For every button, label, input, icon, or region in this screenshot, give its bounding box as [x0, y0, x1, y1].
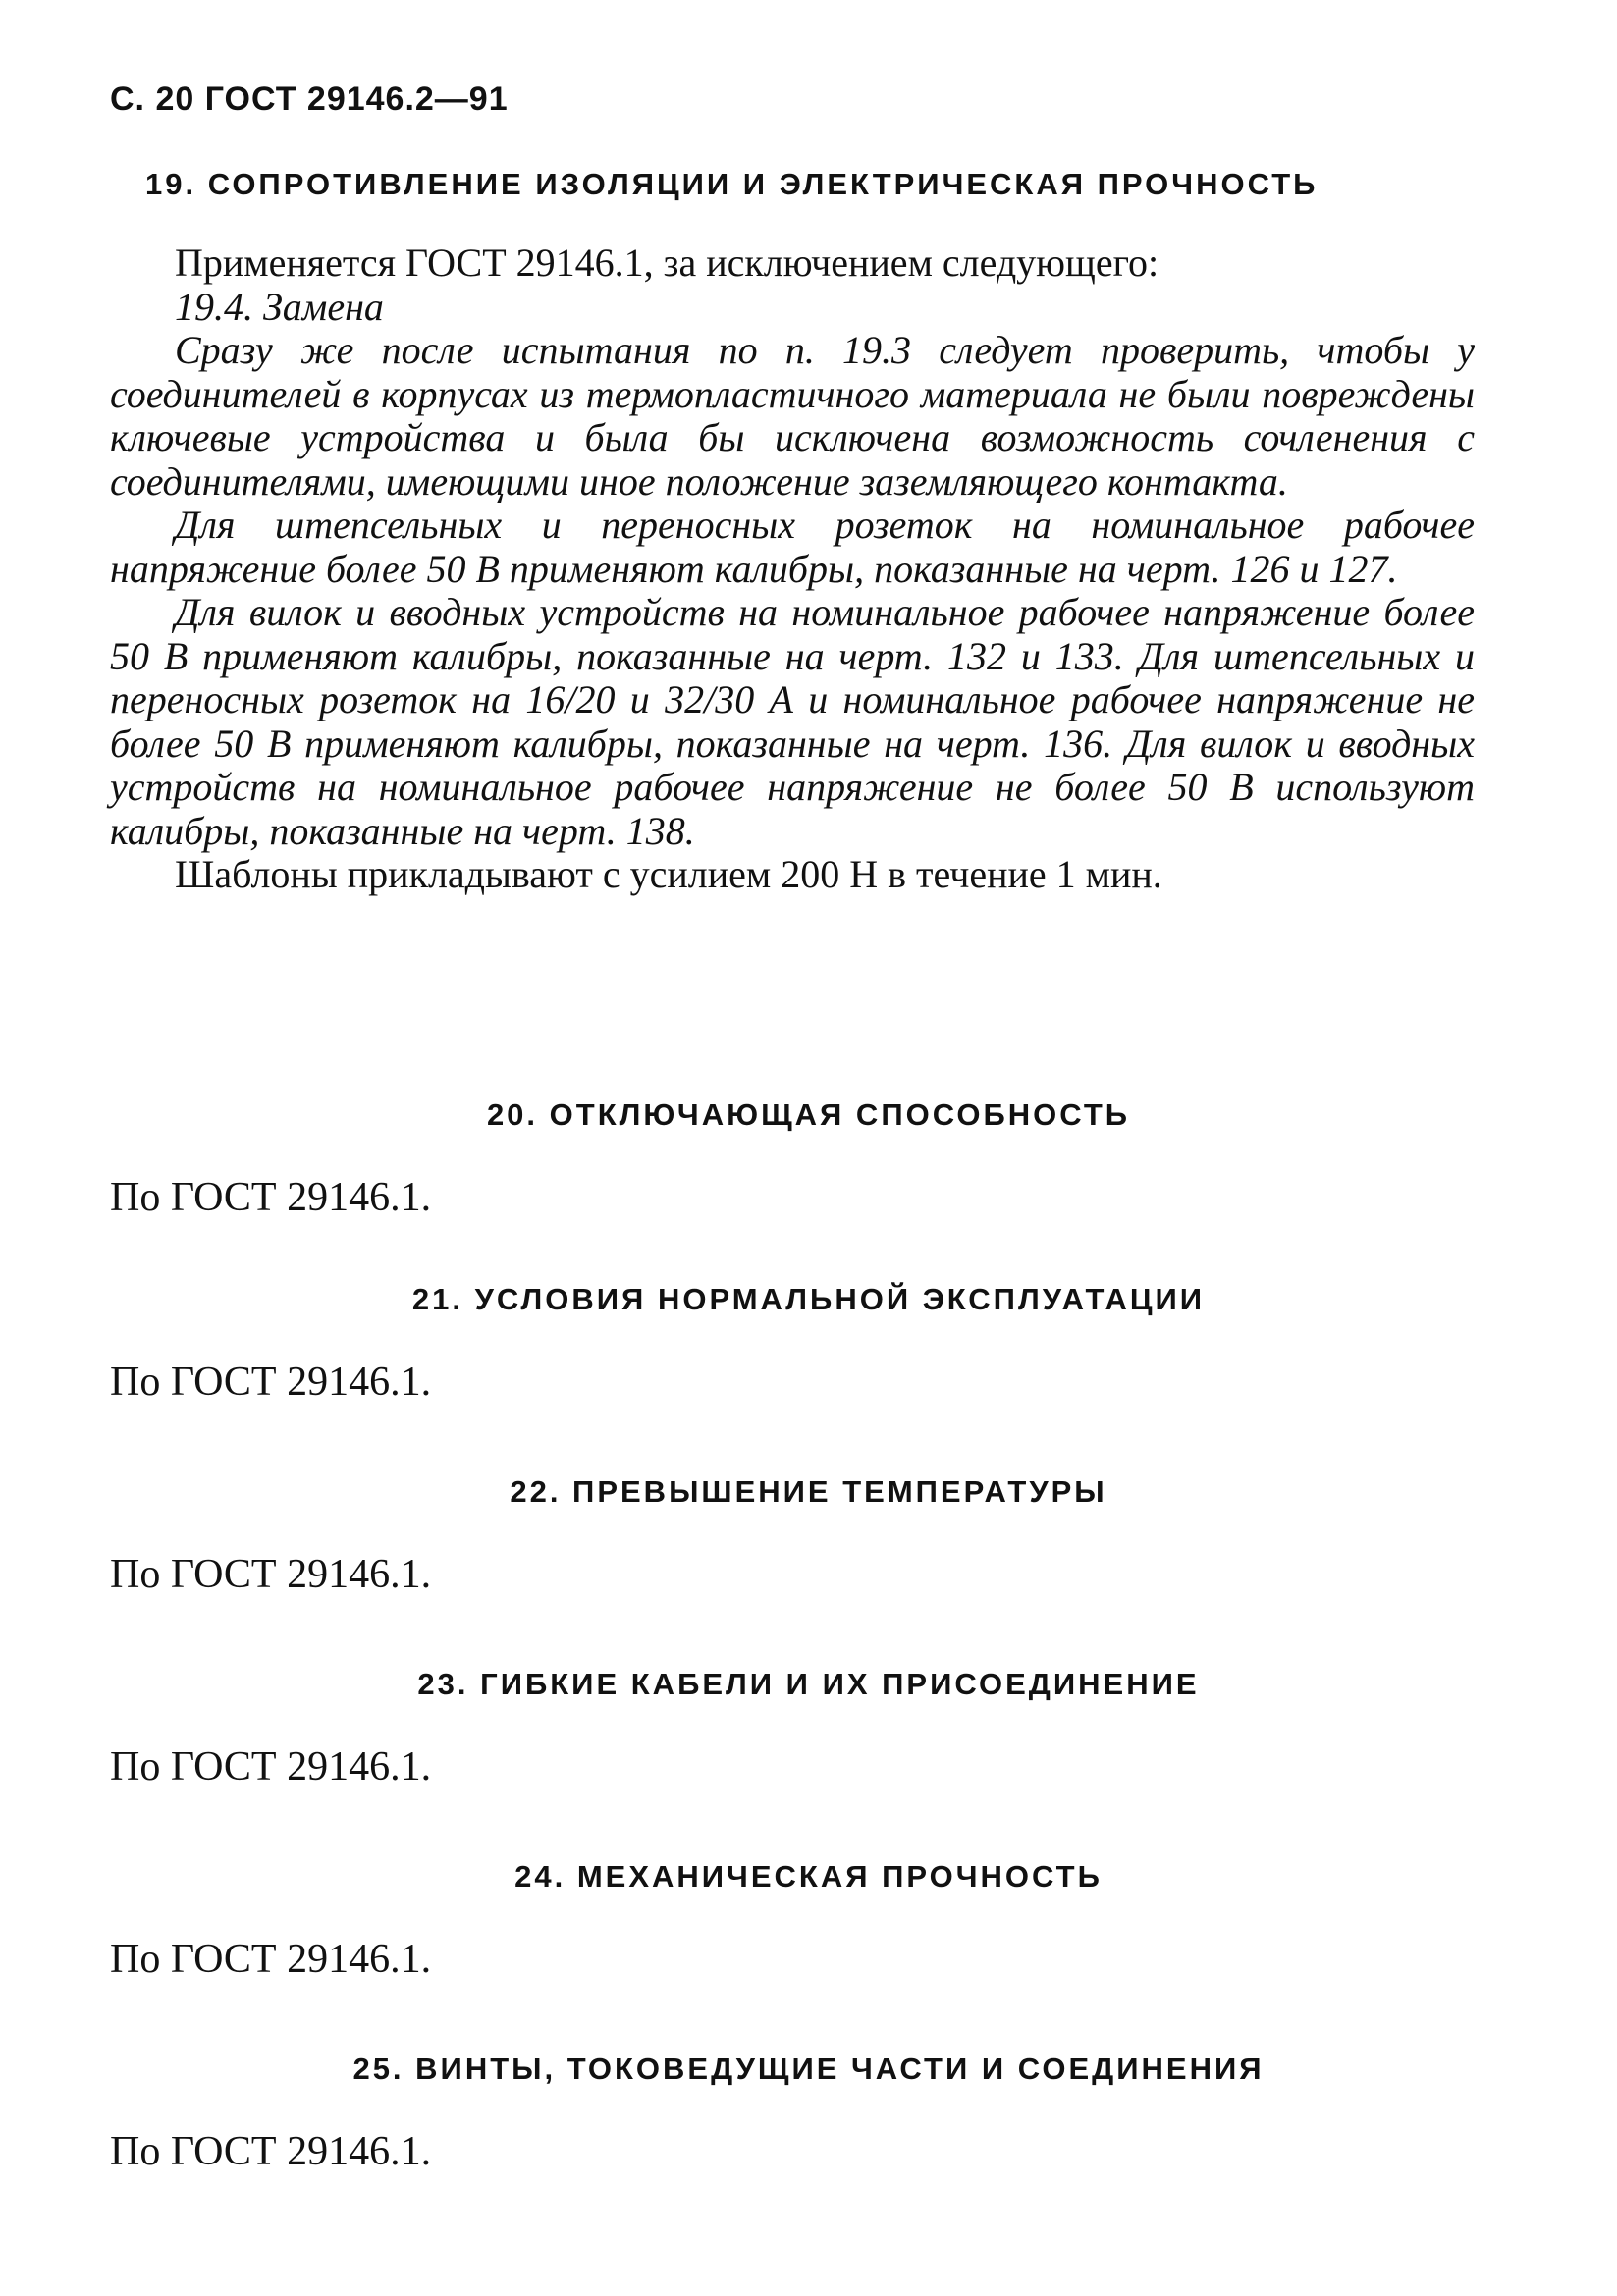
- section-19-intro: Применяется ГОСТ 29146.1, за исключением следующего:: [175, 240, 1159, 285]
- section-24-title: 24. МЕХАНИЧЕСКАЯ ПРОЧНОСТЬ: [514, 1859, 1103, 1894]
- section-19-paragraph-4: Шаблоны прикладывают с усилием 200 Н в течение 1 мин.: [175, 852, 1162, 896]
- section-21-text: По ГОСТ 29146.1.: [110, 1360, 432, 1405]
- section-21-title: 21. УСЛОВИЯ НОРМАЛЬНОЙ ЭКСПЛУАТАЦИИ: [411, 1282, 1206, 1316]
- section-19-replace: 19.4. Замена: [175, 284, 384, 329]
- section-23-title: 23. ГИБКИЕ КАБЕЛИ И ИХ ПРИСОЕДИНЕНИЕ: [417, 1667, 1200, 1701]
- section-25-text: По ГОСТ 29146.1.: [110, 2129, 432, 2174]
- page-header: С. 20 ГОСТ 29146.2—91: [110, 80, 509, 118]
- section-20-title: 20. ОТКЛЮЧАЮЩАЯ СПОСОБНОСТЬ: [486, 1097, 1131, 1132]
- section-19-paragraph-1: Сразу же после испытания по п. 19.3 следует проверить, чтобы у соединителей в корпусах из термопластичного материала не были повреждены ключевые устройства и была бы исключена возможность сочленения с соединителями, имеющими иное положение заземляющего контакта.: [110, 328, 1475, 504]
- section-25-title: 25. ВИНТЫ, ТОКОВЕДУЩИЕ ЧАСТИ И СОЕДИНЕНИЯ: [352, 2052, 1265, 2086]
- section-22-text: По ГОСТ 29146.1.: [110, 1552, 432, 1597]
- section-19-body: [110, 241, 1475, 897]
- section-19-title: 19. СОПРОТИВЛЕНИЕ ИЗОЛЯЦИИ И ЭЛЕКТРИЧЕСКАЯ ПРОЧНОСТЬ: [145, 167, 1319, 201]
- section-23-text: По ГОСТ 29146.1.: [110, 1744, 432, 1789]
- section-20-text: По ГОСТ 29146.1.: [110, 1175, 432, 1220]
- section-22-title: 22. ПРЕВЫШЕНИЕ ТЕМПЕРАТУРЫ: [510, 1474, 1107, 1509]
- section-24-text: По ГОСТ 29146.1.: [110, 1937, 432, 1982]
- section-19-paragraph-3: Для вилок и вводных устройств на номинальное рабочее напряжение более 50 В применяют калибры, показанные на черт. 132 и 133. Для штепсельных и переносных розеток на 16/20 и 32/30 А и номинальное рабочее напряжение не более 50 В применяют калибры, показанные на черт. 136. Для вилок и вводных устройств на номинальное рабочее напряжение не более 50 В используют калибры, показанные на черт. 138.: [110, 590, 1475, 853]
- section-19-paragraph-2: Для штепсельных и переносных розеток на номинальное рабочее напряжение более 50 В применяют калибры, показанные на черт. 126 и 127.: [110, 503, 1475, 591]
